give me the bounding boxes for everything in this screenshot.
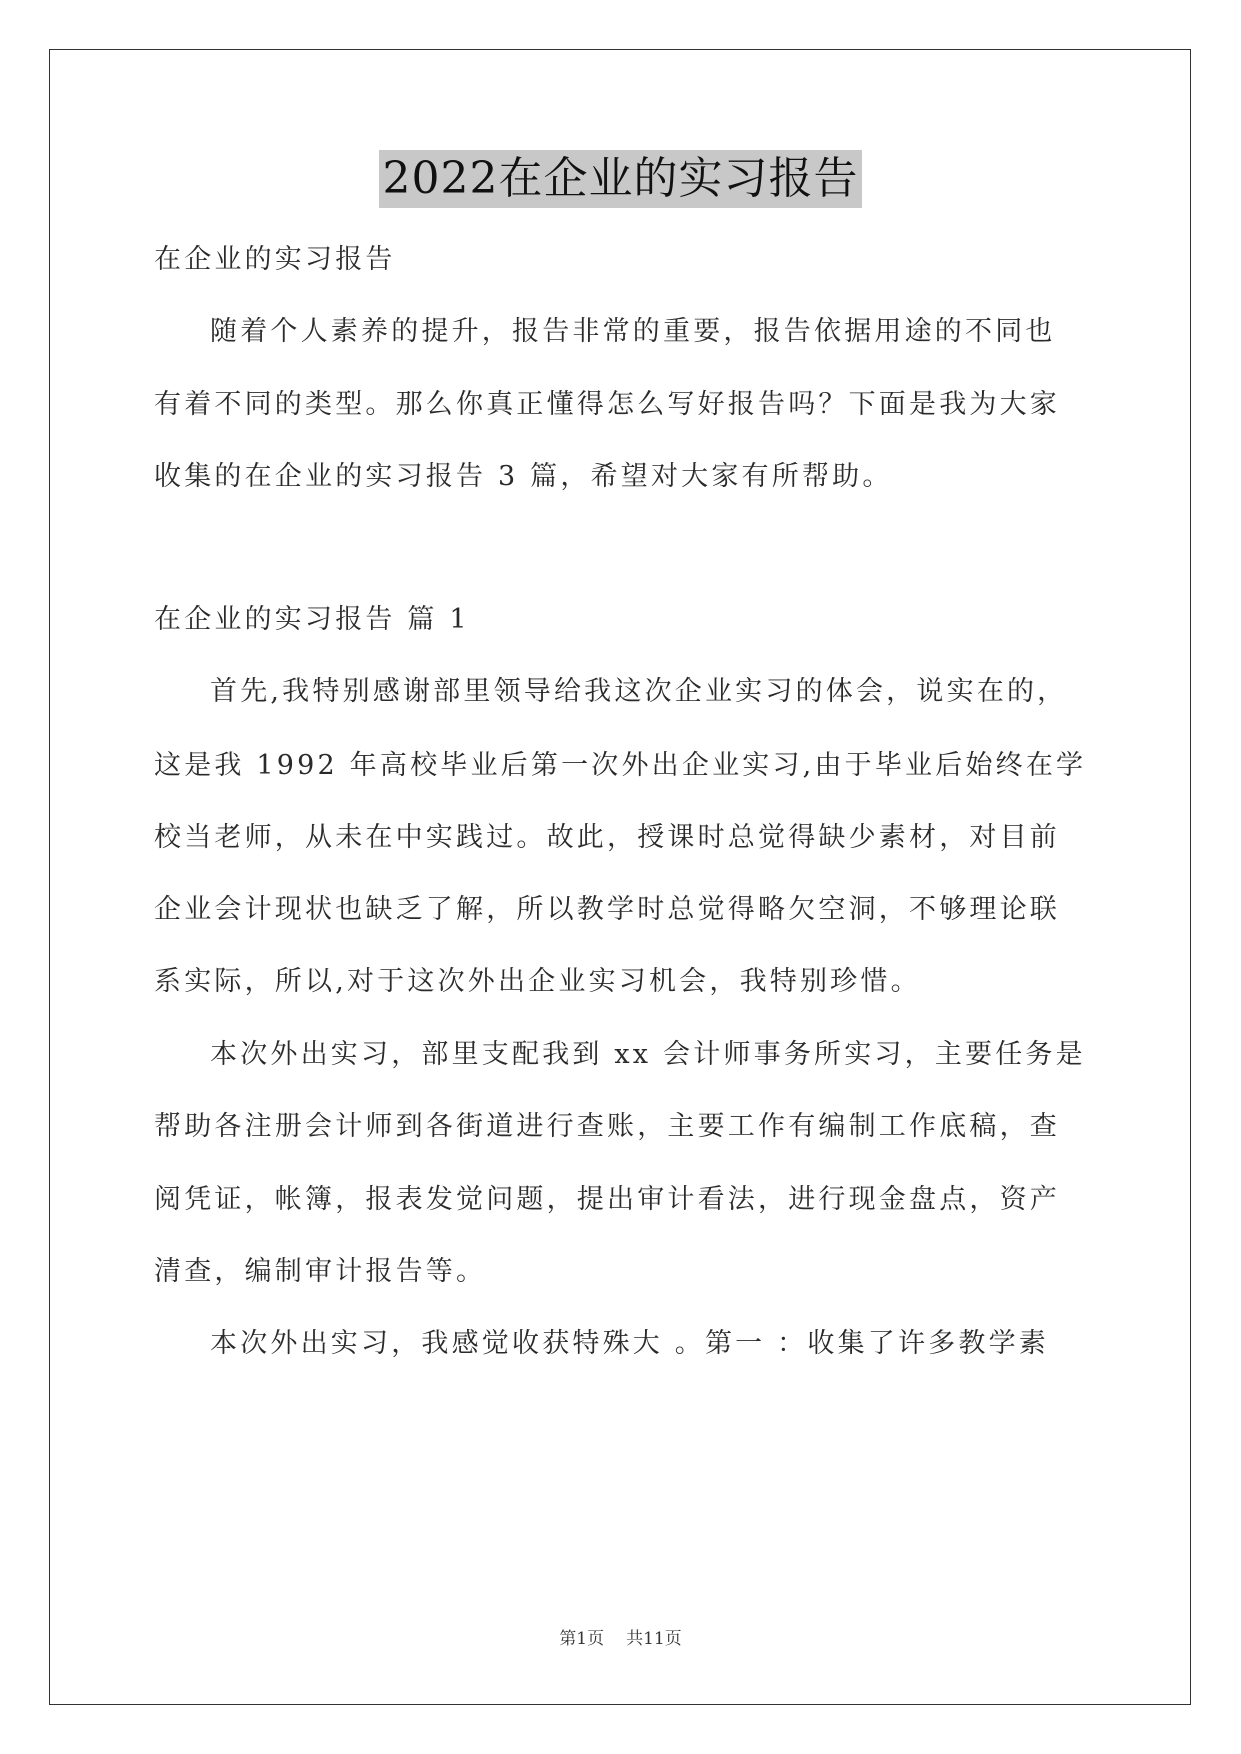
body-line: 帮助各注册会计师到各街道进行查账，主要工作有编制工作底稿，查 xyxy=(154,1111,1060,1142)
body-line: 首先,我特别感谢部里领导给我这次企业实习的体会，说实在的， xyxy=(210,676,1068,707)
title-container xyxy=(0,150,1241,208)
body-line: 阅凭证，帐簿，报表发觉问题，提出审计看法，进行现金盘点，资产 xyxy=(154,1184,1060,1215)
body-line: 收集的在企业的实习报告 3 篇，希望对大家有所帮助。 xyxy=(154,461,893,492)
section-heading: 在企业的实习报告 篇 1 xyxy=(154,604,470,635)
document-title: 2022在企业的实习报告 xyxy=(379,150,863,208)
page-border xyxy=(49,49,1191,1705)
body-line: 这是我 1992 年高校毕业后第一次外出企业实习,由于毕业后始终在学 xyxy=(154,750,1087,781)
body-line: 随着个人素养的提升，报告非常的重要，报告依据用途的不同也 xyxy=(210,316,1056,347)
body-line: 有着不同的类型。那么你真正懂得怎么写好报告吗？下面是我为大家 xyxy=(154,389,1060,420)
body-line: 系实际，所以,对于这次外出企业实习机会，我特别珍惜。 xyxy=(154,966,921,997)
body-line: 企业会计现状也缺乏了解，所以教学时总觉得略欠空洞，不够理论联 xyxy=(154,894,1060,925)
page-total: 共11页 xyxy=(626,1629,682,1649)
body-line: 本次外出实习，我感觉收获特殊大 。第一 ：收集了许多教学素 xyxy=(210,1328,1049,1359)
body-line: 在企业的实习报告 xyxy=(154,244,396,275)
body-line: 校当老师，从未在中实践过。故此，授课时总觉得缺少素材，对目前 xyxy=(154,822,1060,853)
page-number: 第1页 xyxy=(559,1629,605,1649)
body-line: 本次外出实习，部里支配我到 xx 会计师事务所实习，主要任务是 xyxy=(210,1039,1086,1070)
body-line: 清查，编制审计报告等。 xyxy=(154,1256,487,1287)
page-footer xyxy=(0,1627,1241,1651)
